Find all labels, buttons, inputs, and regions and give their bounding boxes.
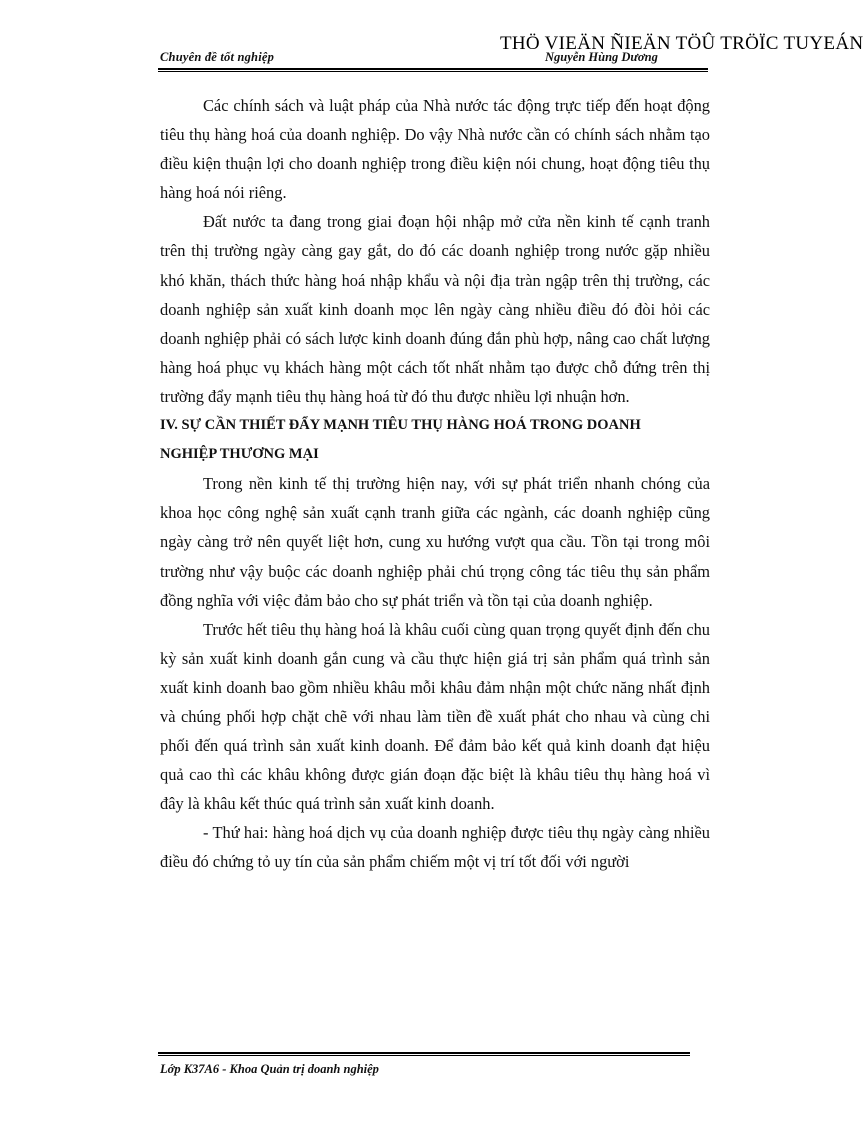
paragraph-state-policy: Các chính sách và luật pháp của Nhà nước tác động trực tiếp đến hoạt động tiêu thụ hàng hoá của doanh nghiệp. Do vậy Nhà nước cần có chính sách nhằm tạo điều kiện thuận lợi cho doanh nghiệp trong điều kiện nói chung, hoạt động tiêu thụ hàng hoá nói riêng. [160, 96, 710, 203]
paragraph-second-point: - Thứ hai: hàng hoá dịch vụ của doanh nghiệp được tiêu thụ ngày càng nhiều điều đó chứng tỏ uy tín của sản phẩm chiếm một vị trí tốt đối với người [160, 823, 710, 872]
footer-divider [158, 1052, 690, 1054]
header-divider-thin [158, 71, 708, 72]
section-heading [160, 411, 710, 469]
paragraph-first-consumption: Trước hết tiêu thụ hàng hoá là khâu cuối cùng quan trọng quyết định đến chu kỳ sản xuất kinh doanh gắn cung và cầu thực hiện giá trị sản phẩm quá trình sản xuất kinh doanh bao gồm nhiều khâu mỗi khâu đảm nhận một chức năng nhất định và chúng phối hợp chặt chẽ với nhau làm tiền đề xuất phát cho nhau và cùng chi phối đến quá trình sản xuất kinh doanh. Để đảm bảo kết quả kinh doanh đạt hiệu quả cao thì các khâu không được gián đoạn đặc biệt là khâu tiêu thụ hàng hoá vì đây là khâu kết thúc quá trình sản xuất kinh doanh. [160, 619, 710, 814]
header-document-type: Chuyên đề tốt nghiệp [160, 50, 275, 64]
paragraph-market-economy: Trong nền kinh tế thị trường hiện nay, với sự phát triển nhanh chóng của khoa học công nghệ sản xuất cạnh tranh giữa các ngành, các doanh nghiệp cũng ngày càng trở nên quyết liệt hơn, cung xu hướng vượt qua cầu. Tồn tại trong môi trường như vậy buộc các doanh nghiệp phải chú trọng công tác tiêu thụ sản phẩm đồng nghĩa với việc đảm bảo cho sự phát triển và tồn tại của doanh nghiệp. [160, 474, 710, 610]
header-divider [158, 68, 708, 70]
section-heading-line-1: IV. SỰ CẦN THIẾT ĐẨY MẠNH TIÊU THỤ HÀNG HOÁ TRONG DOANH [160, 417, 641, 434]
footer-divider-thin [158, 1055, 690, 1056]
watermark-text: THÖ VIEÄN ÑIEÄN TÖÛ TRÖÏC TUYEÁN [500, 33, 863, 54]
page-body [160, 91, 710, 877]
section-heading-line-2: NGHIỆP THƯƠNG MẠI [160, 446, 319, 463]
header-author-name: Nguyễn Hùng Dương [545, 50, 658, 64]
paragraph-market-competition: Đất nước ta đang trong giai đoạn hội nhập mở cửa nền kinh tế cạnh tranh trên thị trường ngày càng gay gắt, do đó các doanh nghiệp trong nước gặp nhiều khó khăn, thách thức hàng hoá nhập khẩu và nội địa tràn ngập trên thị trường, các doanh nghiệp sản xuất kinh doanh mọc lên ngày càng nhiều điều đó đòi hỏi các doanh nghiệp phải có sách lược kinh doanh đúng đắn phù hợp, nâng cao chất lượng hàng hoá phục vụ khách hàng một cách tốt nhất nhằm tạo được chỗ đứng trên thị trường đẩy mạnh tiêu thụ hàng hoá từ đó thu được nhiều lợi nhuận hơn. [160, 212, 710, 406]
footer-class-info: Lớp K37A6 - Khoa Quản trị doanh nghiệp [160, 1062, 379, 1076]
